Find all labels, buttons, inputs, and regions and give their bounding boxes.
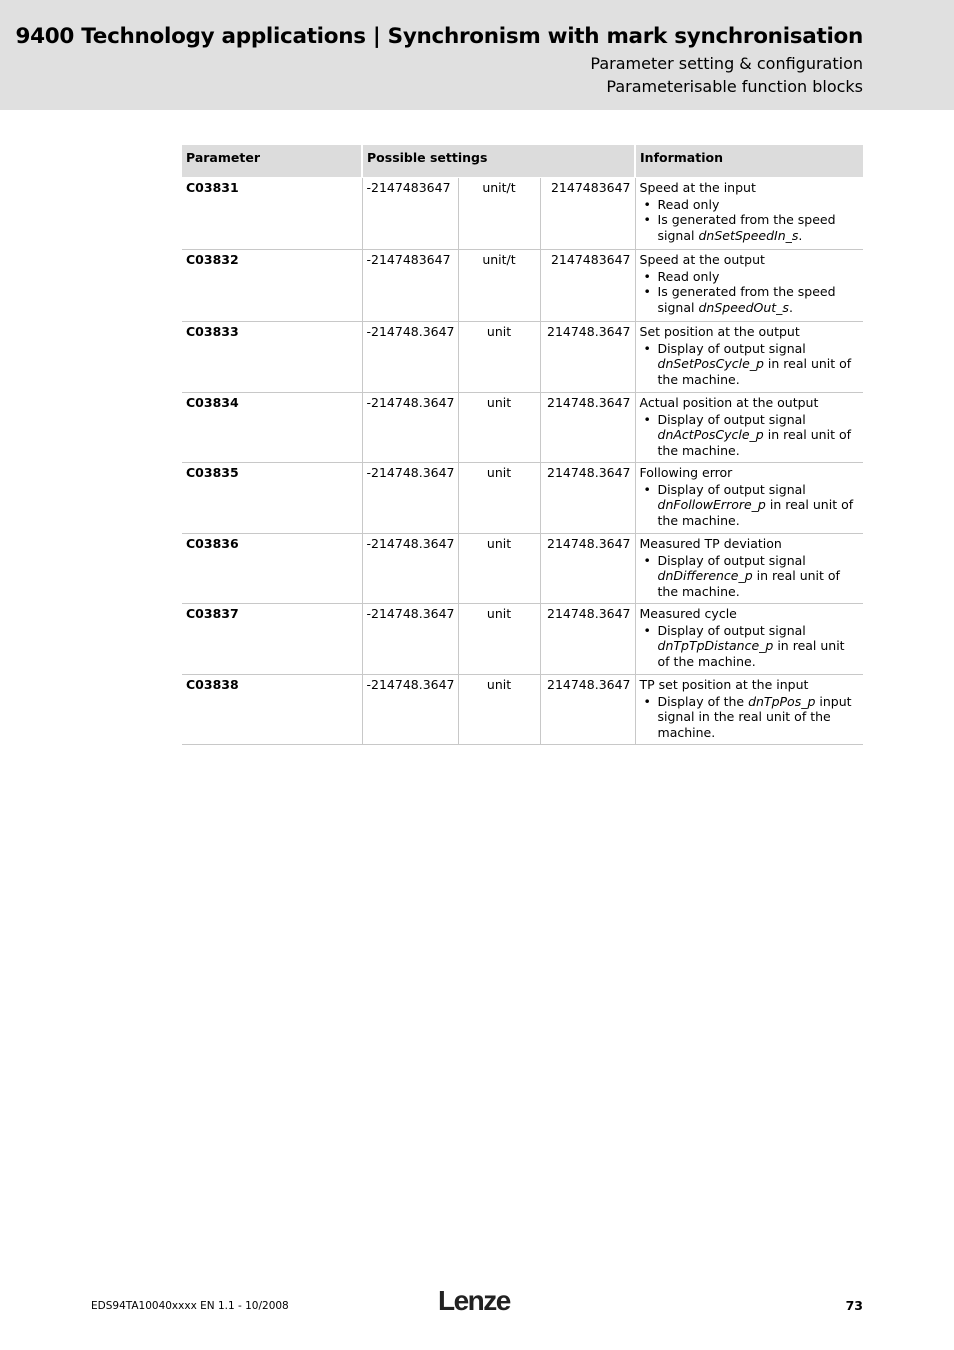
info-title: Measured TP deviation xyxy=(639,536,782,551)
info-list xyxy=(640,341,860,388)
info-text: in real unit of the machine. xyxy=(657,356,852,387)
setting-max: 214748.3647 xyxy=(540,675,635,745)
page-number: 73 xyxy=(845,1298,863,1313)
table-row xyxy=(182,178,863,250)
list-item xyxy=(658,197,860,213)
list-item xyxy=(658,341,860,388)
info-text: Read only xyxy=(657,196,720,212)
information-cell xyxy=(635,178,863,250)
parameter-code: C03833 xyxy=(182,322,362,393)
header-parameter: Parameter xyxy=(182,145,362,178)
setting-min: -214748.3647 xyxy=(362,393,458,463)
info-text: in real unit of the machine. xyxy=(657,427,851,458)
information-cell xyxy=(635,534,863,604)
table-header-row xyxy=(182,145,863,178)
info-text: in real unit of the machine. xyxy=(657,497,854,528)
setting-unit: unit xyxy=(458,675,540,745)
info-text: Read only xyxy=(657,268,720,284)
signal-name: dnSetPosCycle_p xyxy=(657,356,764,371)
info-list xyxy=(640,269,860,316)
parameter-code: C03836 xyxy=(182,534,362,604)
setting-unit: unit xyxy=(458,604,540,675)
list-item xyxy=(658,212,860,243)
table-row xyxy=(182,393,863,463)
setting-unit: unit xyxy=(458,534,540,604)
header-information: Information xyxy=(635,145,863,178)
setting-max: 214748.3647 xyxy=(540,322,635,393)
information-cell xyxy=(635,463,863,534)
setting-min: -214748.3647 xyxy=(362,322,458,393)
signal-name: dnSetSpeedIn_s xyxy=(698,227,799,243)
list-item xyxy=(658,269,860,285)
info-title: Speed at the input xyxy=(639,180,756,195)
parameter-code: C03832 xyxy=(182,250,362,322)
signal-name: dnActPosCycle_p xyxy=(657,427,764,442)
info-title: TP set position at the input xyxy=(639,677,809,692)
table-row xyxy=(182,463,863,534)
info-list xyxy=(640,694,860,741)
setting-unit: unit xyxy=(458,322,540,393)
setting-max: 214748.3647 xyxy=(540,393,635,463)
info-title: Following error xyxy=(639,465,733,480)
table-row xyxy=(182,534,863,604)
information-cell xyxy=(635,675,863,745)
setting-max: 2147483647 xyxy=(540,250,635,322)
info-text: in real unit of the machine. xyxy=(657,638,845,669)
signal-name: dnTpPos_p xyxy=(748,693,816,709)
parameter-code: C03837 xyxy=(182,604,362,675)
setting-max: 214748.3647 xyxy=(540,463,635,534)
setting-unit: unit xyxy=(458,393,540,463)
setting-unit: unit/t xyxy=(458,250,540,322)
setting-max: 214748.3647 xyxy=(540,604,635,675)
page-title: 9400 Technology applications | Synchronism with mark synchronisation xyxy=(15,24,863,49)
logo-text: Lenze xyxy=(438,1285,510,1315)
setting-min: -214748.3647 xyxy=(362,534,458,604)
info-list xyxy=(640,623,860,670)
signal-name: dnTpTpDistance_p xyxy=(657,638,774,653)
information-cell xyxy=(635,250,863,322)
information-cell xyxy=(635,393,863,463)
info-list xyxy=(640,482,860,529)
info-title: Measured cycle xyxy=(639,606,737,621)
setting-min: -2147483647 xyxy=(362,250,458,322)
signal-name: dnFollowErrore_p xyxy=(657,497,766,512)
setting-unit: unit xyxy=(458,463,540,534)
parameter-code: C03834 xyxy=(182,393,362,463)
page-header xyxy=(0,0,954,110)
info-title: Actual position at the output xyxy=(639,395,819,410)
list-item xyxy=(658,412,860,459)
list-item xyxy=(658,694,860,741)
setting-min: -2147483647 xyxy=(362,178,458,250)
information-cell xyxy=(635,604,863,675)
info-list xyxy=(640,197,860,244)
info-text: input signal in the real unit of the machine. xyxy=(657,693,852,740)
subsection-title: Parameterisable function blocks xyxy=(606,77,863,96)
info-list xyxy=(640,553,860,600)
information-cell xyxy=(635,322,863,393)
section-title: Parameter setting & configuration xyxy=(590,54,863,73)
signal-name: dnSpeedOut_s xyxy=(698,299,789,315)
parameter-table xyxy=(182,145,863,745)
list-item xyxy=(658,284,860,315)
table-row xyxy=(182,604,863,675)
document-id: EDS94TA10040xxxx EN 1.1 - 10/2008 xyxy=(91,1300,289,1312)
setting-min: -214748.3647 xyxy=(362,675,458,745)
info-text: Is generated from the speed signal xyxy=(657,284,836,315)
info-text: Display of output signal xyxy=(657,622,806,638)
lenze-logo xyxy=(438,1285,518,1315)
setting-unit: unit/t xyxy=(458,178,540,250)
setting-min: -214748.3647 xyxy=(362,604,458,675)
info-title: Speed at the output xyxy=(639,252,765,267)
info-text: in real unit of the machine. xyxy=(657,568,840,599)
header-possible-settings: Possible settings xyxy=(362,145,635,178)
info-text: Display of output signal xyxy=(657,411,806,427)
info-text: Display of the xyxy=(657,693,749,709)
setting-max: 2147483647 xyxy=(540,178,635,250)
signal-name: dnDifference_p xyxy=(657,568,753,583)
parameter-code: C03838 xyxy=(182,675,362,745)
info-text: Display of output signal xyxy=(657,340,806,356)
list-item xyxy=(658,482,860,529)
table-row xyxy=(182,250,863,322)
info-text: Display of output signal xyxy=(657,481,806,497)
parameter-code: C03831 xyxy=(182,178,362,250)
info-text: Display of output signal xyxy=(657,552,806,568)
info-title: Set position at the output xyxy=(639,324,800,339)
setting-max: 214748.3647 xyxy=(540,534,635,604)
parameter-code: C03835 xyxy=(182,463,362,534)
list-item xyxy=(658,553,860,600)
table-row xyxy=(182,322,863,393)
list-item xyxy=(658,623,860,670)
info-text: . xyxy=(798,227,803,243)
info-text: Is generated from the speed signal xyxy=(657,212,836,243)
table-row xyxy=(182,675,863,745)
info-list xyxy=(640,412,860,459)
info-text: . xyxy=(788,299,793,315)
setting-min: -214748.3647 xyxy=(362,463,458,534)
